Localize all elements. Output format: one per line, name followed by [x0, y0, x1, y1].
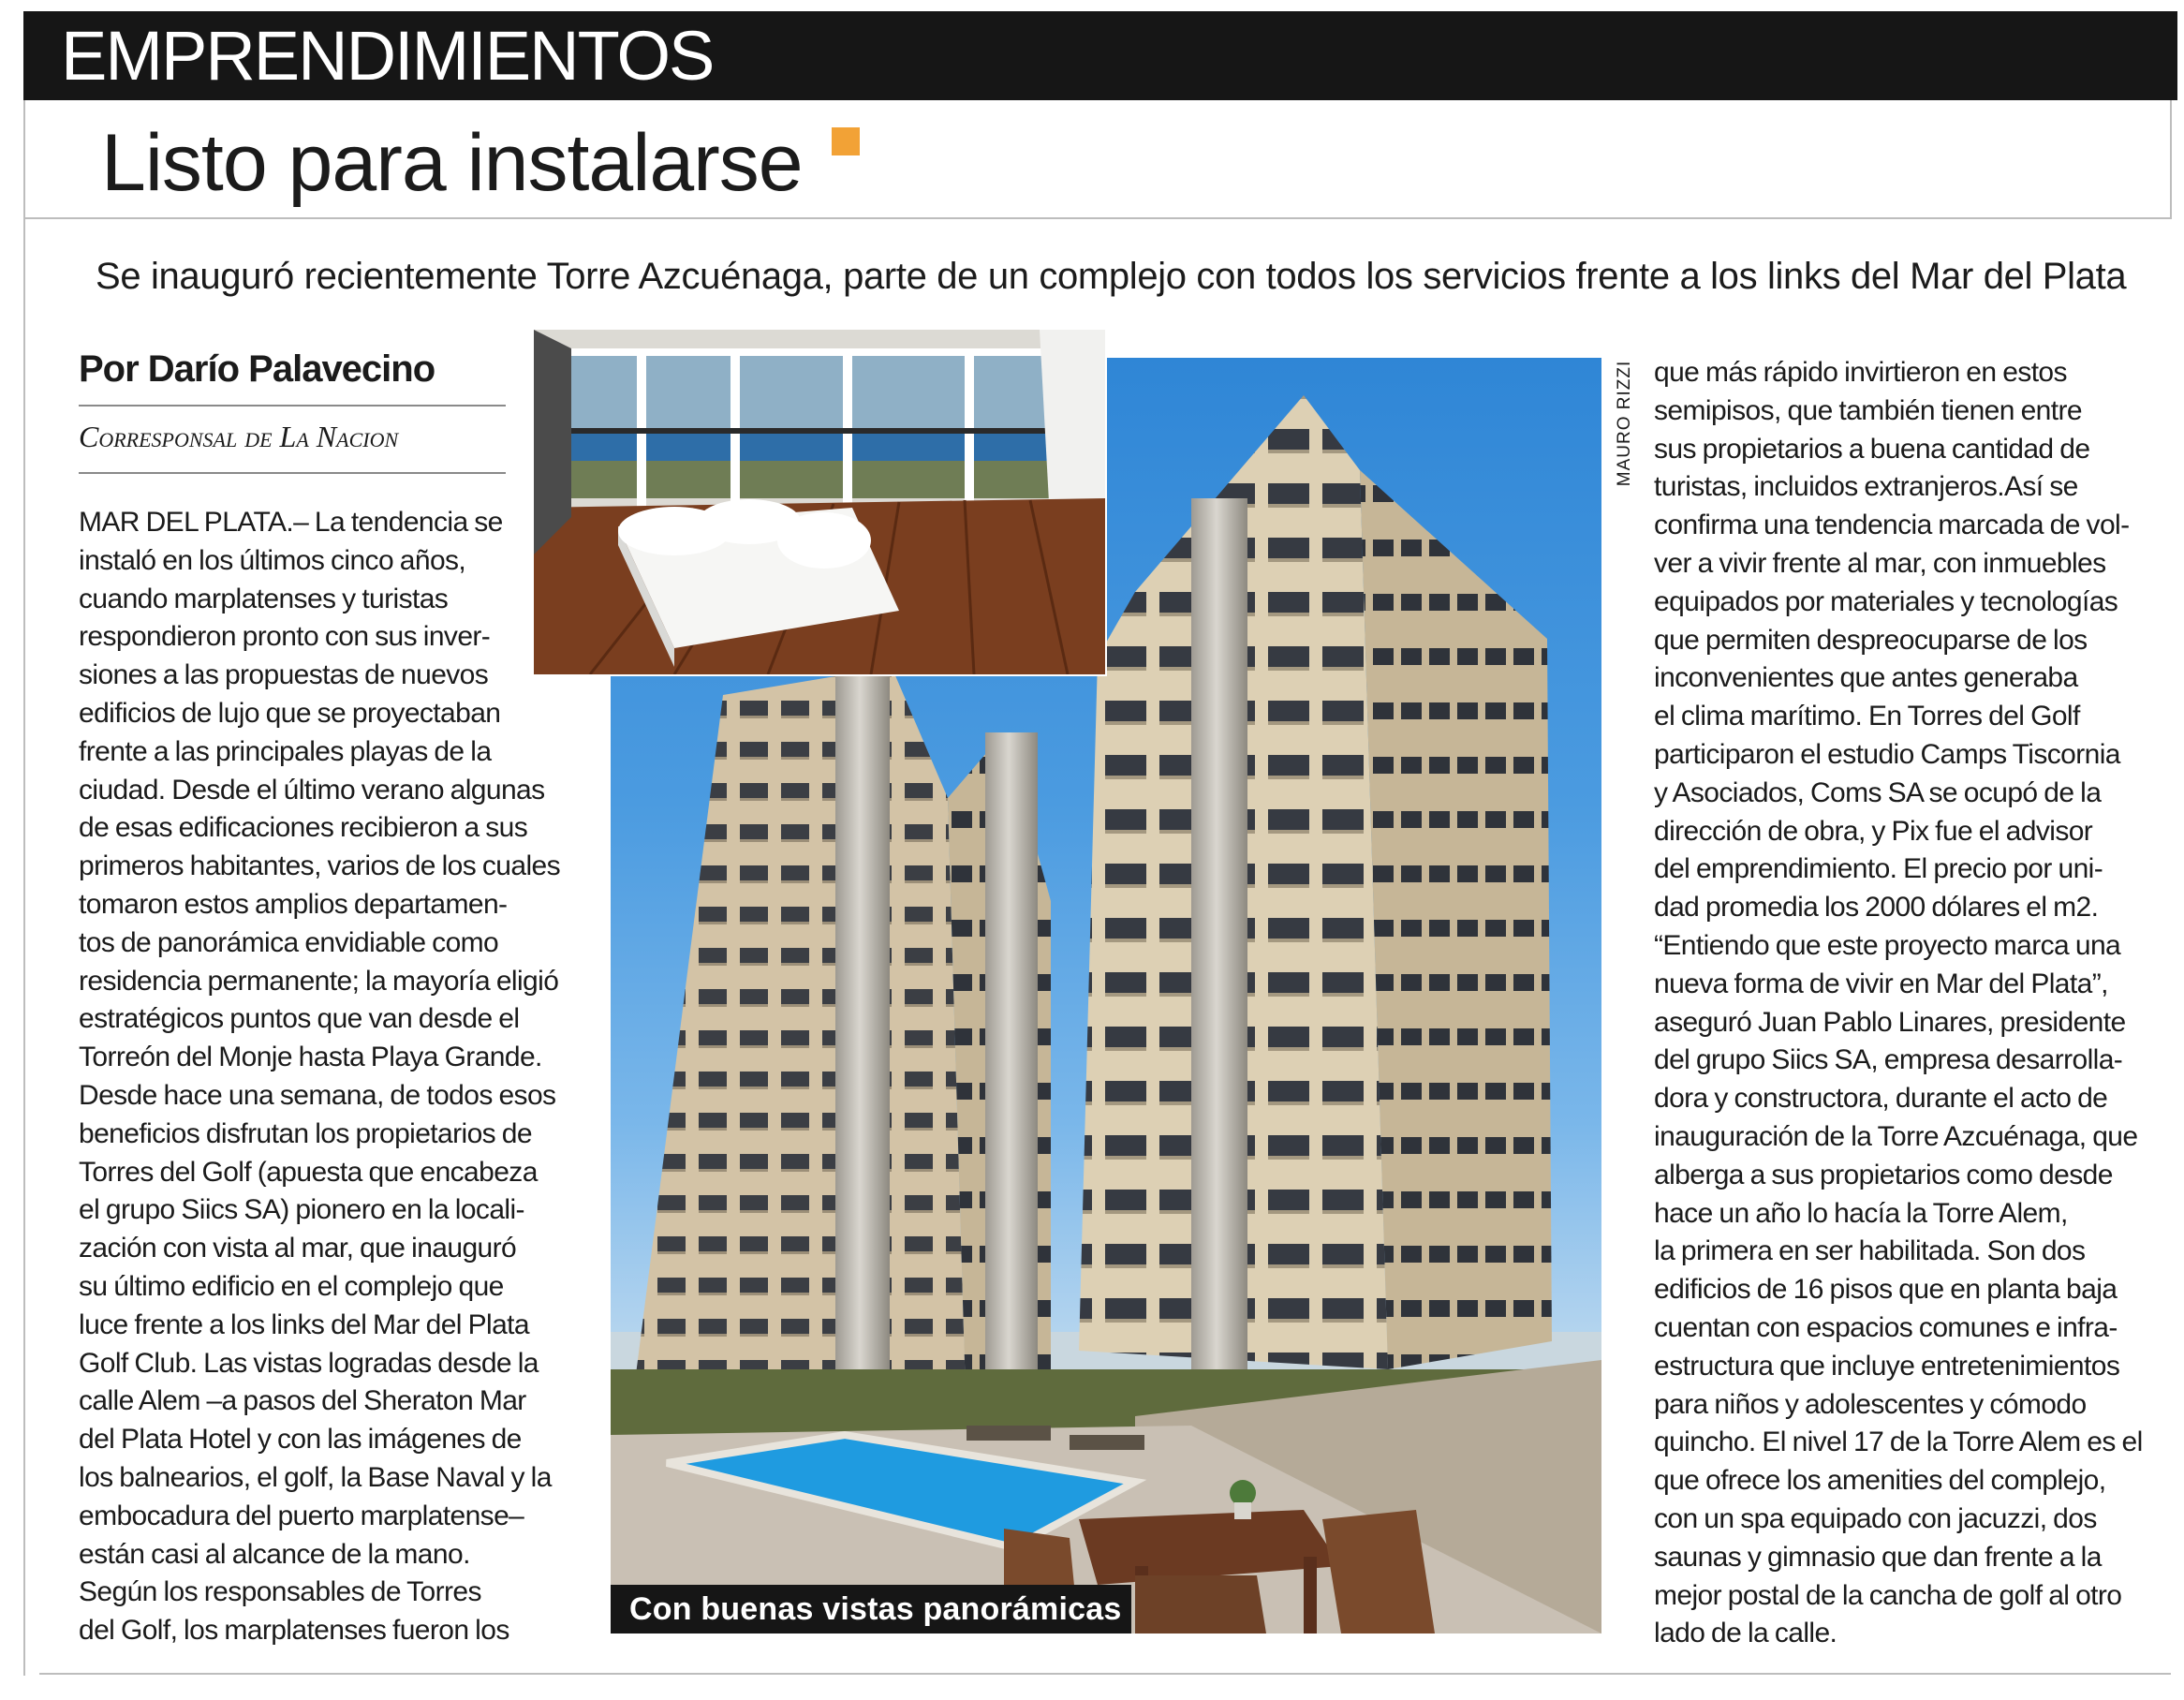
frame-left-rule — [23, 100, 25, 1676]
body-text-line: aseguró Juan Pablo Linares, presidente — [1654, 1006, 2126, 1038]
body-text-line: ver a vivir frente al mar, con inmuebles — [1654, 547, 2106, 579]
deck-subheadline: Se inauguró recientemente Torre Azcuénaga, parte de un complejo con todos los servicios frente a los links del Mar del Plata — [96, 256, 2127, 297]
bottom-divider — [39, 1673, 2171, 1675]
body-text-line: su último edificio en el complejo que — [79, 1270, 504, 1302]
body-text-line: primeros habitantes, varios de los cuales — [79, 850, 561, 882]
body-text-line: cuentan con espacios comunes e infra- — [1654, 1311, 2118, 1343]
body-text-line: edificios de lujo que se proyectaban — [79, 697, 501, 729]
body-text-line: los balnearios, el golf, la Base Naval y la — [79, 1461, 552, 1493]
body-text-line: estratégicos puntos que van desde el — [79, 1003, 520, 1035]
body-text-line: saunas y gimnasio que dan frente a la — [1654, 1541, 2102, 1573]
photo-caption — [611, 1585, 1131, 1633]
body-text-line: inconvenientes que antes generaba — [1654, 662, 2078, 694]
body-text-line: edificios de 16 pisos que en planta baja — [1654, 1274, 2118, 1306]
body-text-line: siones a las propuestas de nuevos — [79, 659, 489, 691]
body-text-line: mejor postal de la cancha de golf al otro — [1654, 1579, 2122, 1611]
body-text-line: Torreón del Monje hasta Playa Grande. — [79, 1042, 542, 1073]
section-band — [23, 11, 2177, 100]
body-text-line: lado de la calle. — [1654, 1618, 1837, 1649]
body-text-line: Torres del Golf (apuesta que encabeza — [79, 1156, 538, 1188]
body-text-line: con un spa equipado con jacuzzi, dos — [1654, 1502, 2097, 1534]
body-text-line: alberga a sus propietarios como desde — [1654, 1159, 2113, 1190]
photo-credit — [1609, 358, 1641, 489]
interior-illustration — [534, 330, 1105, 674]
body-text-line: zación con vista al mar, que inauguró — [79, 1233, 517, 1264]
body-text-line: que ofrece los amenities del complejo, — [1654, 1465, 2106, 1497]
body-text-line: confirma una tendencia marcada de vol- — [1654, 510, 2130, 541]
body-text-line: luce frente a los links del Mar del Plata — [79, 1308, 529, 1340]
body-text-line: frente a las principales playas de la — [79, 735, 492, 767]
body-text-line: embocadura del puerto marplatense– — [79, 1500, 524, 1531]
body-text-line: y Asociados, Coms SA se ocupó de la — [1654, 776, 2102, 808]
body-text-line: Según los responsables de Torres — [79, 1576, 481, 1608]
headline: Listo para instalarse — [101, 118, 803, 208]
body-text-line: cuando marplatenses y turistas — [79, 583, 449, 614]
body-text-line: el grupo Siics SA) pionero en la locali- — [79, 1194, 524, 1226]
body-text-line: del Plata Hotel y con las imágenes de — [79, 1424, 522, 1456]
body-text-line: quincho. El nivel 17 de la Torre Alem es el — [1654, 1427, 2143, 1458]
body-text-line: inauguración de la Torre Azcuénaga, que — [1654, 1120, 2138, 1152]
body-text-line: Golf Club. Las vistas logradas desde la — [79, 1347, 539, 1379]
body-text-line: que más rápido invirtieron en estos — [1654, 357, 2067, 388]
accent-square-icon — [832, 127, 860, 155]
body-text-line: hace un año lo hacía la Torre Alem, — [1654, 1197, 2068, 1229]
body-text-line: del grupo Siics SA, empresa desarrolla- — [1654, 1044, 2123, 1076]
body-text-line: la primera en ser habilitada. Son dos — [1654, 1235, 2086, 1267]
body-text-line: dad promedia los 2000 dólares el m2. — [1654, 892, 2099, 924]
photo-caption-text: Con buenas vistas panorámicas — [629, 1591, 1122, 1627]
photo-credit-text: MAURO RIZZI — [1615, 360, 1634, 487]
byline-rule — [79, 472, 506, 474]
byline-author: Por Darío Palavecino — [79, 348, 435, 390]
body-text-line: estructura que incluye entretenimientos — [1654, 1350, 2120, 1382]
byline-role — [79, 416, 398, 457]
body-text-line: semipisos, que también tienen entre — [1654, 394, 2082, 426]
body-text-line: instaló en los últimos cinco años, — [79, 544, 466, 576]
headline-divider — [23, 217, 2172, 219]
body-column-left — [79, 504, 566, 1650]
body-text-line: que permiten despreocuparse de los — [1654, 624, 2088, 656]
body-text-line: residencia permanente; la mayoría eligió — [79, 965, 559, 997]
body-text-line: del emprendimiento. El precio por uni- — [1654, 853, 2103, 885]
body-text-line: respondieron pronto con sus inver- — [79, 621, 491, 653]
body-text-line: para niños y adolescentes y cómodo — [1654, 1388, 2087, 1420]
body-text-line: están casi al alcance de la mano. — [79, 1538, 470, 1570]
body-text-line: del Golf, los marplatenses fueron los — [79, 1615, 509, 1647]
body-text-line: tomaron estos amplios departamen- — [79, 888, 508, 920]
frame-right-rule — [2170, 100, 2172, 217]
body-text-line: “Entiendo que este proyecto marca una — [1654, 929, 2121, 961]
body-text-line: nueva forma de vivir en Mar del Plata”, — [1654, 968, 2108, 999]
body-text-line: Desde hace una semana, de todos esos — [79, 1079, 556, 1111]
body-column-right — [1654, 354, 2160, 1653]
body-text-line: beneficios disfrutan los propietarios de — [79, 1117, 532, 1149]
body-text-line: calle Alem –a pasos del Sheraton Mar — [79, 1385, 526, 1417]
body-text-line: el clima marítimo. En Torres del Golf — [1654, 701, 2080, 732]
inset-photo — [532, 328, 1107, 676]
body-text-line: turistas, incluidos extranjeros.Así se — [1654, 471, 2078, 503]
byline-role-text: Corresponsal de La Nacion — [79, 420, 399, 453]
body-text-line: ciudad. Desde el último verano algunas — [79, 774, 545, 806]
byline-rule — [79, 405, 506, 407]
body-text-line: dora y constructora, durante el acto de — [1654, 1083, 2108, 1115]
body-text-line: sus propietarios a buena cantidad de — [1654, 433, 2090, 465]
body-text-line: equipados por materiales y tecnologías — [1654, 585, 2118, 617]
body-text-line: MAR DEL PLATA.– La tendencia se — [79, 507, 503, 538]
body-text-line: dirección de obra, y Pix fue el advisor — [1654, 815, 2093, 847]
section-title: EMPRENDIMIENTOS — [61, 17, 714, 95]
body-text-line: participaron el estudio Camps Tiscornia — [1654, 738, 2120, 770]
body-text-line: de esas edificaciones recibieron a sus — [79, 812, 528, 844]
body-text-line: tos de panorámica envidiable como — [79, 926, 499, 958]
